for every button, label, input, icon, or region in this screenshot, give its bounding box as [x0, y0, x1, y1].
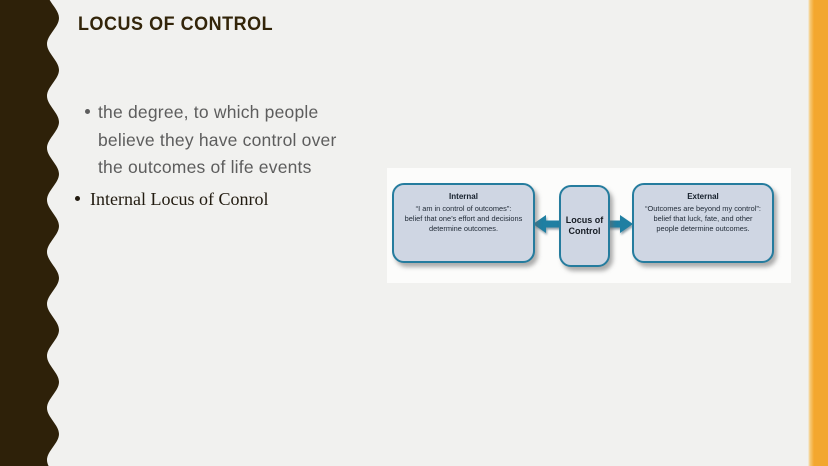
internal-box-line: belief that one’s effort and decisions — [404, 214, 523, 223]
external-box-line: people determine outcomes. — [656, 224, 750, 233]
center-box-line: Control — [568, 226, 601, 236]
bullet-item-degree — [85, 99, 337, 182]
bullet-dot-icon — [85, 109, 90, 114]
internal-box-line: determine outcomes. — [428, 224, 498, 233]
right-accent-stripe — [808, 0, 828, 466]
bullet-dot-icon — [75, 196, 80, 201]
bullet-line: the outcomes of life events — [98, 157, 312, 177]
center-box-line: Locus of — [565, 214, 604, 225]
bullet-line: believe they have control over — [98, 129, 337, 150]
bullet-text — [90, 187, 268, 211]
internal-box-heading: Internal — [449, 192, 478, 201]
bullet-line: the degree, to which people — [98, 102, 319, 122]
internal-box-line: “I am in control of outcomes”: — [415, 204, 512, 213]
center-box-text — [566, 215, 604, 238]
external-locus-box — [632, 183, 774, 263]
bullet-line: Internal Locus of Conrol — [90, 189, 269, 209]
external-box-line: “Outcomes are beyond my control”: — [645, 204, 761, 213]
left-wave-decoration — [0, 0, 64, 466]
internal-locus-box — [392, 183, 535, 263]
slide-title: LOCUS OF CONTROL — [78, 13, 274, 35]
bullet-item-internal-locus — [75, 187, 268, 211]
external-box-heading: External — [687, 192, 719, 201]
bullet-text — [98, 99, 337, 182]
locus-of-control-box — [559, 185, 610, 267]
locus-diagram-panel — [387, 168, 791, 283]
external-box-line: belief that luck, fate, and other — [653, 214, 753, 223]
